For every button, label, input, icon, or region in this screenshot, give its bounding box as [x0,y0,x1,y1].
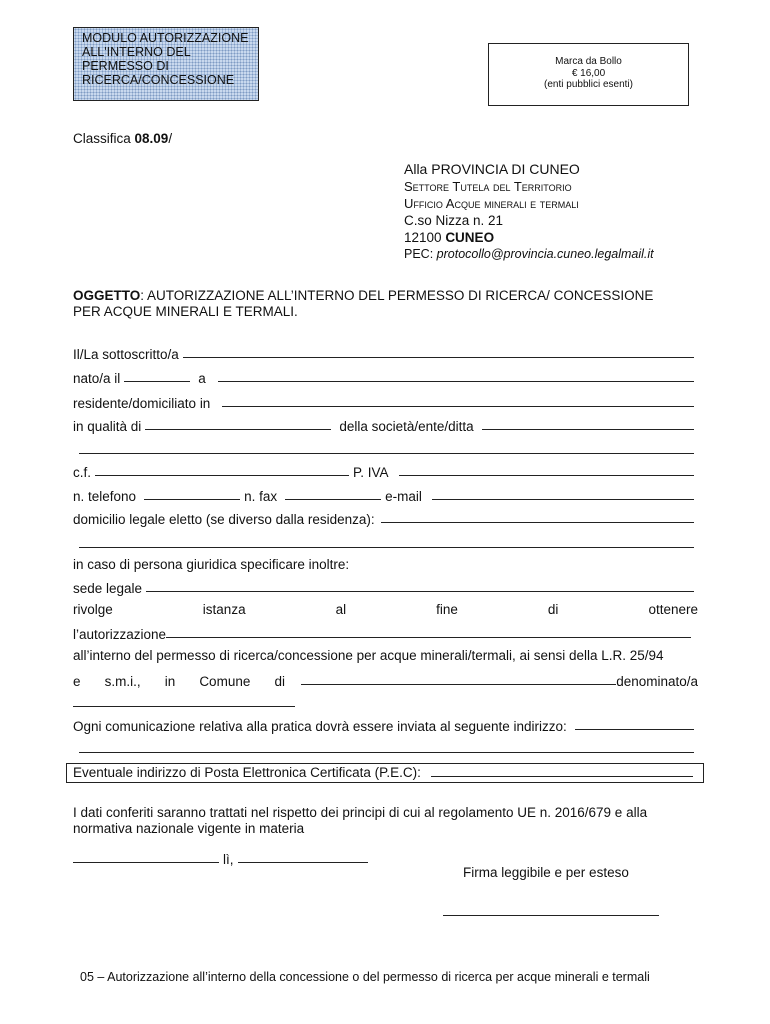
signature-line-wrap [443,903,659,916]
oggetto [73,288,653,320]
email-field[interactable] [432,487,694,500]
denominato-label: denominato/a [616,674,698,689]
company-field[interactable] [482,417,694,430]
nato-label: nato/a il [73,371,121,386]
word: di [547,602,559,617]
title-line: RICERCA/CONCESSIONE [82,73,235,87]
recipient-city-line [404,229,654,246]
autorizzazione-field[interactable] [166,625,691,638]
word: ottenere [648,602,698,617]
domicilio-label: domicilio legale eletto (se diverso dalla residenza): [73,512,375,527]
title-line: MODULO AUTORIZZAZIONE [82,31,249,45]
recipient-sector: Settore Tutela del Territorio [404,179,572,194]
contact-row [73,487,698,504]
comunicazione-field[interactable] [575,717,694,730]
persona-giuridica: in caso di persona giuridica specificare inoltre: [73,557,350,572]
form-title-box [73,27,259,101]
footer-text: 05 – Autorizzazione all’interno della concessione o del permesso di ricerca per acque minerali e termali [80,970,650,984]
pec-field[interactable] [431,764,693,777]
privacy-line: normativa nazionale vigente in materia [73,821,305,836]
domicile-field-cont[interactable] [79,535,694,548]
role-field[interactable] [145,417,331,430]
domicilio-row [73,510,698,527]
recipient-pec [404,246,654,263]
word: s.m.i., [104,674,141,689]
comunicazione-row [73,717,698,734]
pec-row [66,763,704,783]
word: fine [436,602,458,617]
stamp-line: (enti pubblici esenti) [544,79,633,90]
birthdate-field[interactable] [124,369,190,382]
societa-label: della società/ente/ditta [339,419,474,434]
sottoscritto-row [73,345,698,362]
nato-a-label: a [198,371,206,386]
blank-row-1 [73,441,698,458]
recipient-zip: 12100 [404,230,442,245]
word: in [164,674,176,689]
telefono-label: n. telefono [73,489,137,504]
domicile-field[interactable] [381,510,694,523]
word: al [335,602,347,617]
recipient-name: Alla PROVINCIA DI CUNEO [404,161,580,177]
comunicazione-label: Ogni comunicazione relativa alla pratica dovrà essere inviata al seguente indirizzo: [73,719,567,734]
word: rivolge [73,602,113,617]
fax-field[interactable] [285,487,381,500]
pec-form-label: Eventuale indirizzo di Posta Elettronica Certificata (P.E.C): [73,765,421,780]
privacy-line: I dati conferiti saranno trattati nel rispetto dei principi di cui al regolamento UE n. 2016/679 e alla [73,805,648,820]
residence-field[interactable] [222,394,694,407]
title-line: PERMESSO DI [82,59,169,73]
date-field[interactable] [238,850,368,863]
classifica-suffix: / [168,131,173,146]
sottoscritto-field[interactable] [183,345,694,358]
comunicazione-field-cont[interactable] [79,740,694,753]
luogo-data-row [73,850,368,867]
privacy-text [73,805,647,837]
classifica-value: 08.09 [134,131,169,146]
classifica [73,131,172,146]
stamp-line: € 16,00 [571,67,606,79]
comune-words [73,674,285,689]
classifica-label: Classifica [73,131,131,146]
comune-field[interactable] [301,672,616,685]
cf-field[interactable] [95,463,349,476]
firma-label: Firma leggibile e per esteso [463,865,629,880]
stamp-box [488,43,689,106]
residente-row [73,394,698,411]
company-field-cont[interactable] [79,441,694,454]
blank-row-4 [73,740,698,757]
piva-field[interactable] [399,463,694,476]
sottoscritto-label: Il/La sottoscritto/a [73,347,179,362]
li-label: lì, [223,852,234,867]
recipient-office: Ufficio Acque minerali e termali [404,196,579,211]
residente-label: residente/domiciliato in [73,396,211,411]
qualita-label: in qualità di [73,419,142,434]
pec-label: PEC: [404,247,434,261]
cf-label: c.f. [73,465,92,480]
rivolge-row [73,602,698,617]
phone-field[interactable] [144,487,240,500]
blank-row-2 [73,535,698,552]
piva-label: P. IVA [353,465,389,480]
autorizzazione-label: l’autorizzazione [73,627,167,642]
nato-row [73,369,698,386]
place-field[interactable] [73,850,219,863]
word: Comune [199,674,251,689]
recipient-city: CUNEO [445,230,495,245]
blank-row-3 [73,694,295,707]
comune-row [73,672,698,689]
sede-label: sede legale [73,581,143,596]
birthplace-field[interactable] [218,369,694,382]
oggetto-label: OGGETTO [73,288,141,303]
autorizzazione-row [73,625,695,642]
fax-label: n. fax [244,489,278,504]
cf-row [73,463,698,480]
oggetto-text: : AUTORIZZAZIONE ALL’INTERNO DEL PERMESSO DI RICERCA/ CONCESSIONE [140,288,654,303]
oggetto-text-2: PER ACQUE MINERALI E TERMALI. [73,304,298,319]
word: di [274,674,285,689]
qualita-row [73,417,698,434]
sede-row [73,579,698,596]
signature-field[interactable] [443,903,659,916]
recipient-address [404,161,654,263]
word: e [73,674,81,689]
email-label: e-mail [385,489,422,504]
recipient-street: C.so Nizza n. 21 [404,213,504,228]
word: istanza [202,602,246,617]
interno-text: all’interno del permesso di ricerca/concessione per acque minerali/termali, ai sensi della L.R. 25/94 [73,648,664,663]
sede-field[interactable] [146,579,694,592]
stamp-line: Marca da Bollo [555,56,622,67]
denominato-field[interactable] [73,694,295,707]
title-line: ALL'INTERNO DEL [82,45,191,59]
pec-address: protocollo@provincia.cuneo.legalmail.it [436,247,654,261]
